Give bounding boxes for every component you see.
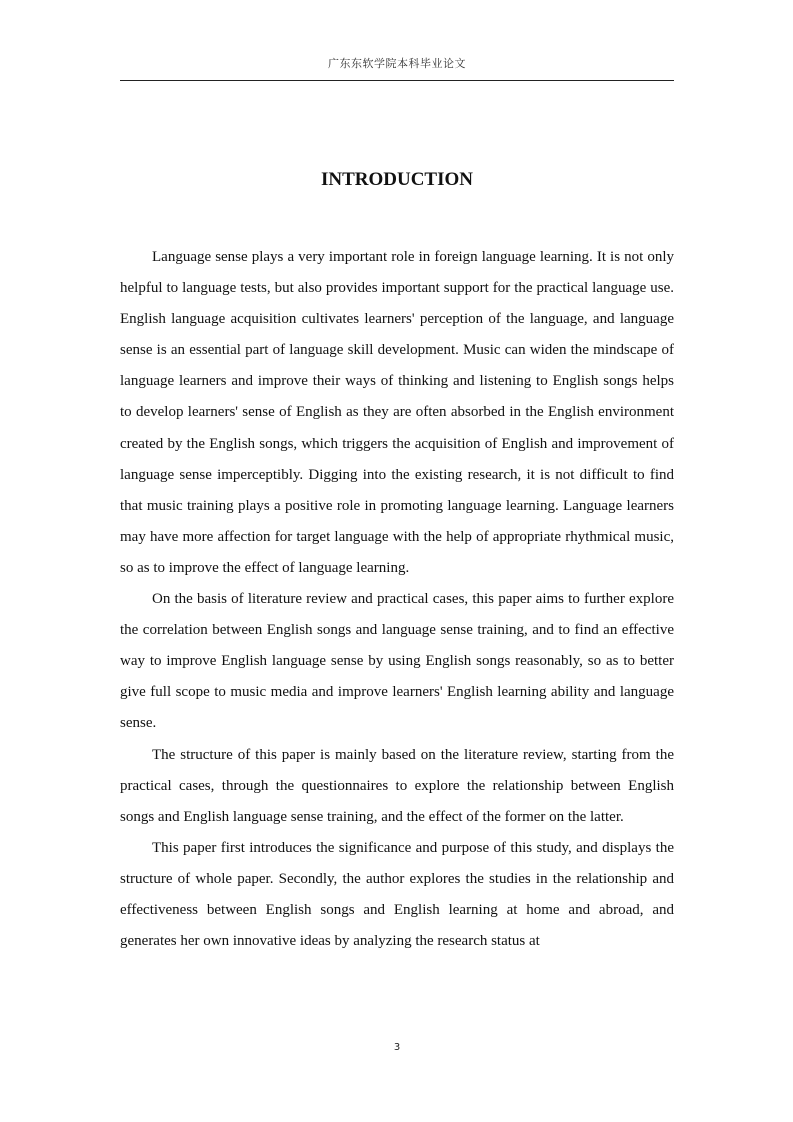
paragraph-4: This paper first introduces the significance and purpose of this study, and displays the structure of whole paper. Secondly, the author explores the studies in the relationship and effectiveness between English songs and English learning at home and abroad, and generates her own innovative ideas by analyzing the research status at bbox=[120, 839, 674, 950]
paragraph-1: Language sense plays a very important role in foreign language learning. It is not only helpful to language tests, but also provides important support for the practical language use. English language acquisition cultivates learners' perception of the language, and language sense is an essential part of language skill development. Music can widen the mindscape of language learners and improve their ways of thinking and listening to English songs helps to develop learners' sense of English as they are often absorbed in the English environment created by the English songs, which triggers the acquisition of English and improvement of language sense imperceptibly. Digging into the existing research, it is not difficult to find that music training plays a positive role in promoting language learning. Language learners may have more affection for target language with the help of appropriate rhythmical music, so as to improve the effect of language learning. bbox=[120, 249, 674, 576]
body-text bbox=[120, 242, 674, 957]
paragraph-2: On the basis of literature review and practical cases, this paper aims to further explore the correlation between English songs and language sense training, and to find an effective way to improve English language sense by using English songs reasonably, so as to better give full scope to music media and improve learners' English learning ability and language sense. bbox=[120, 591, 674, 732]
paragraph-3: The structure of this paper is mainly based on the literature review, starting from the practical cases, through the questionnaires to explore the relationship between English songs and English language sense training, and the effect of the former on the latter. bbox=[120, 746, 674, 825]
page-number: 3 bbox=[393, 1042, 401, 1053]
header-rule bbox=[120, 80, 674, 81]
section-title: INTRODUCTION bbox=[320, 169, 474, 190]
running-header: 广东东软学院本科毕业论文 bbox=[328, 57, 466, 70]
